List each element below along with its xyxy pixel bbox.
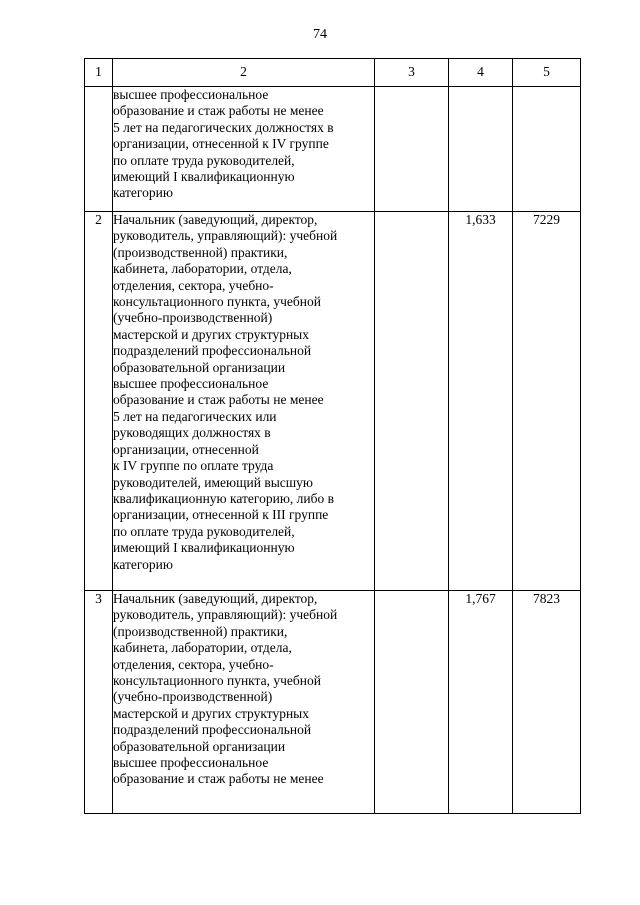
description-line: по оплате труда руководителей, [113, 152, 295, 168]
description-line: организации, отнесенной [113, 441, 259, 457]
value-cell-4: 1,767 [449, 591, 513, 814]
description-line: консультационного пункта, учебной [113, 294, 321, 310]
description-line: высшее профессиональное [113, 755, 269, 771]
description-line: руководителей, имеющий высшую [113, 474, 314, 490]
description-line: по оплате труда руководителей, [113, 523, 295, 539]
value-cell-3 [375, 212, 449, 591]
row-number-cell: 3 [85, 591, 113, 814]
description-line: руководящих должностях в [113, 425, 271, 441]
description-line: мастерской и других структурных [113, 326, 309, 342]
value-cell-3 [375, 591, 449, 814]
value-cell-5: 7229 [513, 212, 581, 591]
description-line: 5 лет на педагогических или [113, 408, 277, 424]
description-line: высшее профессиональное [113, 87, 269, 102]
table-row [85, 591, 581, 814]
description-line: (учебно-производственной) [113, 310, 273, 326]
description-line: подразделений профессиональной [113, 722, 312, 738]
description-line: 5 лет на педагогических должностях в [113, 119, 334, 135]
row-number-cell [85, 87, 113, 212]
description-line: кабинета, лаборатории, отдела, [113, 640, 292, 656]
description-line: (учебно-производственной) [113, 689, 273, 705]
description-line: образование и стаж работы не менее [113, 392, 324, 408]
description-line: имеющий I квалификационную [113, 540, 295, 556]
header-cell-2: 2 [113, 59, 375, 87]
header-cell-5: 5 [513, 59, 581, 87]
description-line: образование и стаж работы не менее [113, 103, 324, 119]
value-cell-5: 7823 [513, 591, 581, 814]
description-line: руководитель, управляющий): учебной [113, 607, 338, 623]
table-row [85, 212, 581, 591]
description-line: кабинета, лаборатории, отдела, [113, 261, 292, 277]
table-header-row [85, 59, 581, 87]
table-row [85, 87, 581, 212]
description-line: организации, отнесенной к IV группе [113, 136, 329, 152]
page-number: 74 [313, 27, 327, 42]
description-line: отделения, сектора, учебно- [113, 656, 274, 672]
position-description-cell [113, 212, 375, 591]
value-cell-4 [449, 87, 513, 212]
description-line: руководитель, управляющий): учебной [113, 228, 338, 244]
description-line: к IV группе по оплате труда [113, 458, 274, 474]
header-cell-3: 3 [375, 59, 449, 87]
position-description-cell [113, 87, 375, 212]
description-line: образовательной организации [113, 359, 286, 375]
description-line: (производственной) практики, [113, 244, 288, 260]
description-line: мастерской и других структурных [113, 705, 309, 721]
description-line: (производственной) практики, [113, 623, 288, 639]
description-line: категорию [113, 556, 173, 572]
description-line: Начальник (заведующий, директор, [113, 212, 318, 227]
description-line: отделения, сектора, учебно- [113, 277, 274, 293]
salary-table [84, 58, 581, 814]
description-line: высшее профессиональное [113, 376, 269, 392]
description-line: подразделений профессиональной [113, 343, 312, 359]
header-cell-4: 4 [449, 59, 513, 87]
description-line: образование и стаж работы не менее [113, 771, 324, 787]
description-line: образовательной организации [113, 738, 286, 754]
description-line: имеющий I квалификационную [113, 169, 295, 185]
value-cell-3 [375, 87, 449, 212]
row-number-cell: 2 [85, 212, 113, 591]
description-line: квалификационную категорию, либо в [113, 490, 334, 506]
description-line: категорию [113, 185, 173, 201]
description-line: консультационного пункта, учебной [113, 673, 321, 689]
position-description-cell [113, 591, 375, 814]
value-cell-5 [513, 87, 581, 212]
description-line: организации, отнесенной к III группе [113, 507, 329, 523]
description-line: Начальник (заведующий, директор, [113, 591, 318, 606]
header-cell-1: 1 [85, 59, 113, 87]
value-cell-4: 1,633 [449, 212, 513, 591]
